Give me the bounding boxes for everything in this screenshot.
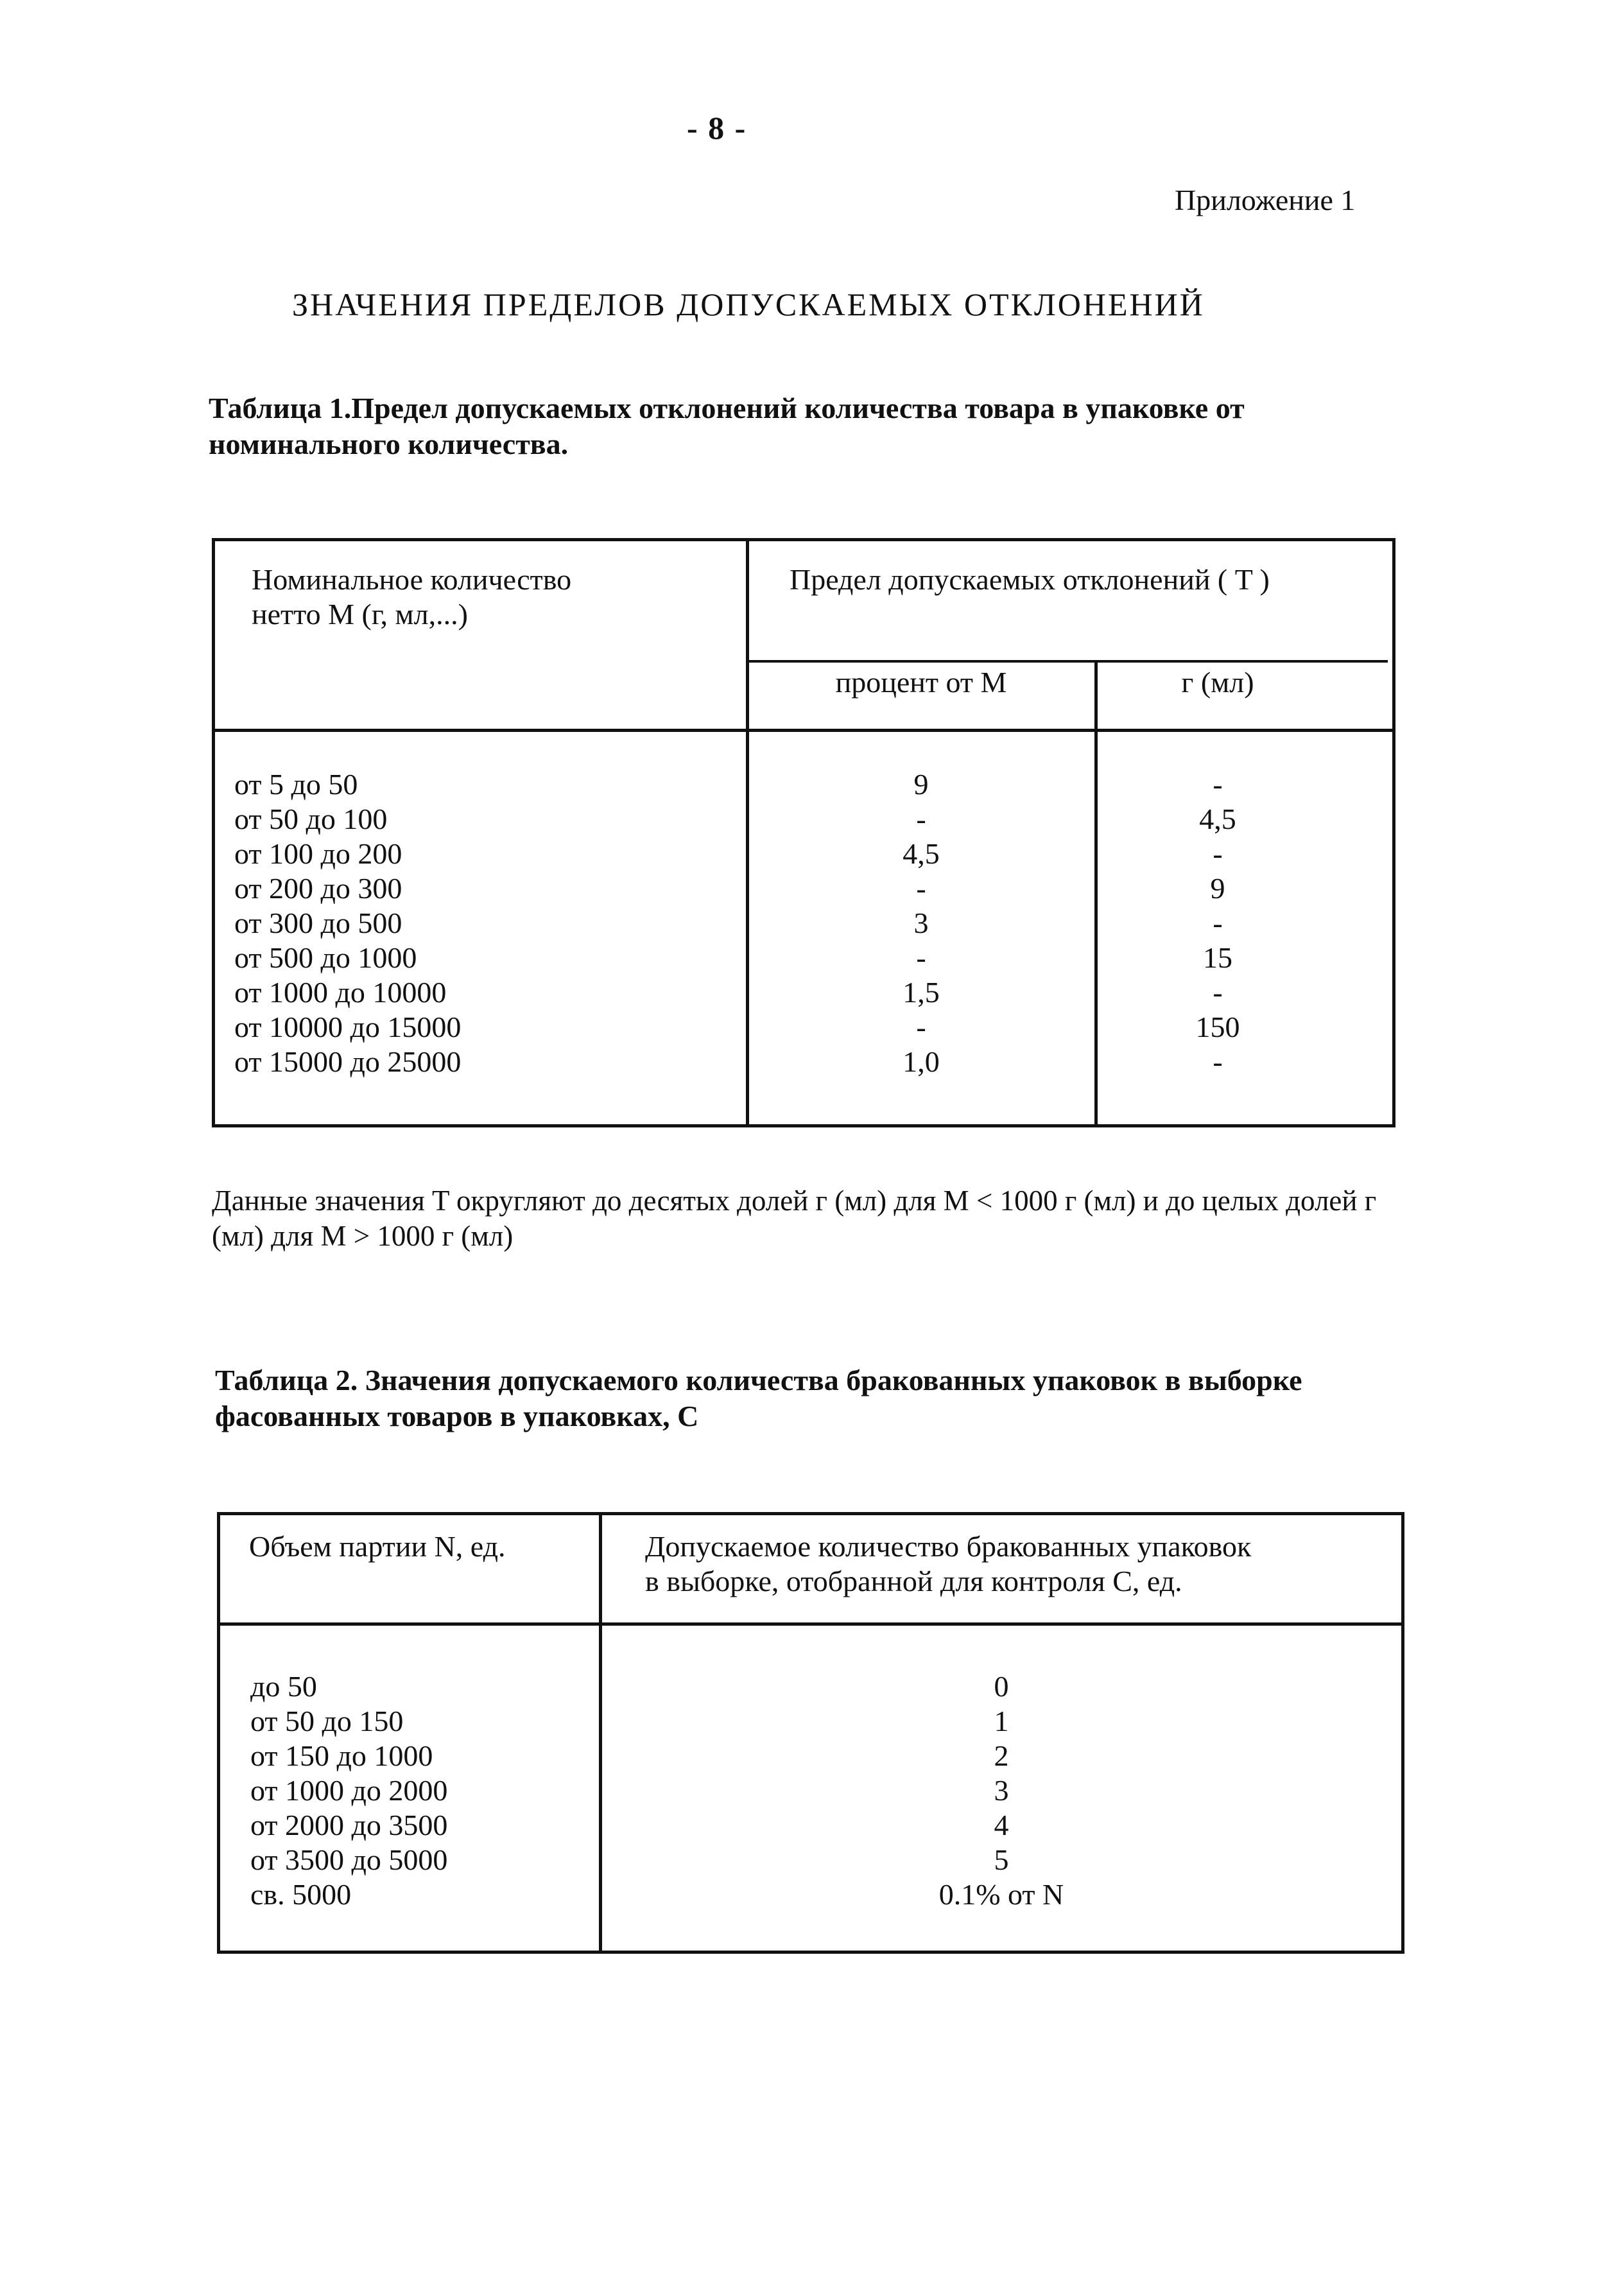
table1-range-cell: от 200 до 300 [234,872,402,905]
table2-lot-cell: от 2000 до 3500 [250,1809,448,1841]
table2-allowed-cell: 5 [994,1843,1009,1876]
table1-gml-cell: 150 [1195,1011,1240,1043]
table2-lot-column [250,1669,584,1912]
table2-header-lot: Объем партии N, ед. [249,1530,506,1563]
table1-subheader-divider [746,660,1388,663]
table1-gml-cell: - [1213,1045,1223,1078]
table1-gml-cell: - [1213,768,1223,801]
table2-column-divider [599,1512,602,1954]
table2-allowed-cell: 0.1% от N [938,1878,1064,1911]
table1-percent-cell: - [916,941,926,974]
table1-percent-cell: 1,5 [903,976,940,1009]
table1-caption: Таблица 1.Предел допускаемых отклонений количества товара в упаковке от номинального количества. [209,392,1245,460]
table1-percent-cell: 4,5 [903,837,940,870]
table1-gml-cell: - [1213,976,1223,1009]
table1-header-nominal: Номинальное количество нетто M (г, мл,...) [252,563,572,630]
document-title: ЗНАЧЕНИЯ ПРЕДЕЛОВ ДОПУСКАЕМЫХ ОТКЛОНЕНИЙ [292,286,1205,322]
table2-lot-cell: от 150 до 1000 [250,1739,433,1772]
table1-percent-cell: - [916,872,926,905]
table2-lot-cell: от 3500 до 5000 [250,1843,448,1876]
table2-lot-cell: от 50 до 150 [250,1705,404,1737]
table1-range-cell: от 50 до 100 [234,803,388,835]
table1-percent-cell: - [916,1011,926,1043]
table1-header-percent: процент от M [835,666,1007,699]
table1-range-cell: от 5 до 50 [234,768,358,801]
table1-percent-cell: - [916,803,926,835]
table2-allowed-cell: 2 [994,1739,1009,1772]
table1-percent-cell: 3 [913,907,929,939]
table2-header-allowed: Допускаемое количество бракованных упаковок в выборке, отобранной для контроля С, ед. [645,1530,1252,1597]
table1-range-cell: от 15000 до 25000 [234,1045,462,1078]
table1-range-cell: от 500 до 1000 [234,941,417,974]
table2-allowed-cell: 3 [994,1774,1009,1807]
table1-gml-cell: - [1213,907,1223,939]
table1-gml-cell: 15 [1203,941,1232,974]
table1-gml-cell: 9 [1210,872,1225,905]
table2-lot-cell: до 50 [250,1670,317,1703]
table1-header-limit: Предел допускаемых отклонений ( T ) [790,563,1270,596]
table1-header-gml: г (мл) [1181,666,1254,699]
table1-gml-cell: 4,5 [1199,803,1236,835]
table2-lot-cell: от 1000 до 2000 [250,1774,448,1807]
table1-percent-cell: 9 [913,768,929,801]
table1-range-cell: от 1000 до 10000 [234,976,447,1009]
table2-caption: Таблица 2. Значения допускаемого количества бракованных упаковок в выборке фасованных товаров в упаковках, C [215,1364,1302,1432]
table2-allowed-cell: 0 [994,1670,1009,1703]
table1-range-cell: от 100 до 200 [234,837,402,870]
table1-range-cell: от 300 до 500 [234,907,402,939]
table2-allowed-cell: 4 [994,1809,1009,1841]
table1-percent-column [751,767,1091,1079]
table1-header-divider [212,729,1395,732]
table1-column-divider [746,538,749,1127]
table1-gml-cell: - [1213,837,1223,870]
table1-gml-column [1099,767,1362,1079]
table1-range-cell: от 10000 до 15000 [234,1011,462,1043]
page-number: - 8 - [687,110,747,146]
table1-subcolumn-divider [1094,660,1098,1127]
table2-allowed-cell: 1 [994,1705,1009,1737]
table2-allowed-column [607,1669,1396,1912]
table2-header-divider [217,1622,1404,1626]
table2-lot-cell: св. 5000 [250,1878,352,1911]
table1-range-column [234,767,735,1079]
table1-percent-cell: 1,0 [903,1045,940,1078]
appendix-label: Приложение 1 [1175,184,1356,216]
rounding-note: Данные значения T округляют до десятых долей г (мл) для M < 1000 г (мл) и до целых долей г (мл) для M > 1000 г (мл) [212,1185,1377,1252]
